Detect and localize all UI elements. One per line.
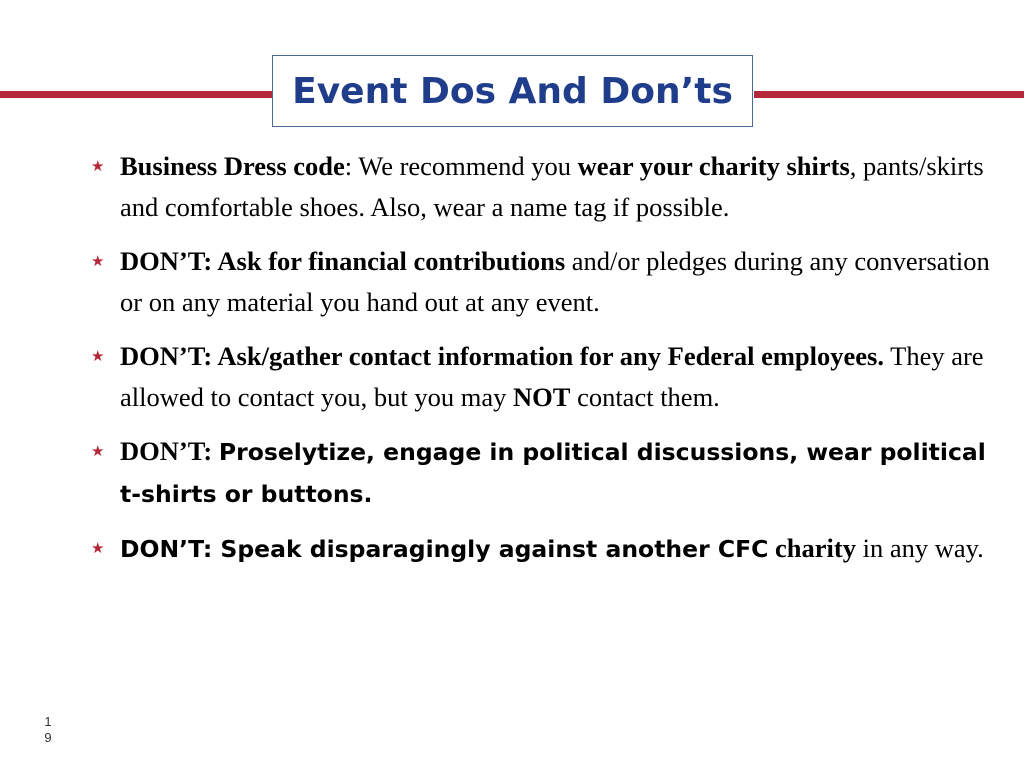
bullet-emphasis: Ask for financial contributions bbox=[217, 246, 566, 276]
title-box bbox=[272, 55, 753, 127]
bullet-list bbox=[88, 146, 998, 583]
bullet-prefix: DON’T: bbox=[120, 341, 218, 371]
bullet-text: They are allowed to contact you, but you may bbox=[120, 341, 984, 412]
star-icon: ★ bbox=[91, 539, 105, 557]
bullet-emphasis: Speak disparagingly against another CFC bbox=[220, 535, 769, 563]
bullet-no-contributions bbox=[88, 241, 998, 323]
bullet-emphasis: charity bbox=[775, 533, 856, 563]
bullet-text: contact them. bbox=[570, 382, 720, 412]
bullet-no-disparaging bbox=[88, 528, 998, 570]
bullet-text: : We recommend you bbox=[344, 151, 578, 181]
bullet-emphasis: NOT bbox=[513, 382, 571, 412]
bullet-dress-code bbox=[88, 146, 998, 228]
bullet-prefix: DON’T: bbox=[120, 535, 221, 563]
page-number-digit: 9 bbox=[44, 730, 52, 745]
bullet-no-contact-info bbox=[88, 336, 998, 418]
bullet-text: and/or pledges during any conversation or on any material you hand out at any event. bbox=[120, 246, 990, 317]
star-icon: ★ bbox=[91, 442, 105, 460]
page-number-digit: 1 bbox=[44, 714, 52, 729]
bullet-label: Business Dress code bbox=[120, 151, 345, 181]
bullet-prefix: DON’T: bbox=[120, 436, 219, 466]
bullet-no-politics bbox=[88, 431, 998, 515]
bullet-text: , pants/skirts and comfortable shoes. Also, wear a name tag if possible. bbox=[120, 151, 984, 222]
star-icon: ★ bbox=[91, 347, 105, 365]
bullet-prefix: DON’T: bbox=[120, 246, 218, 276]
header-rule-right bbox=[754, 91, 1024, 98]
slide-title: Event Dos And Don’ts bbox=[292, 70, 733, 112]
page-number bbox=[42, 714, 54, 746]
header-rule-left bbox=[0, 91, 274, 98]
bullet-emphasis: wear your charity shirts bbox=[577, 151, 850, 181]
star-icon: ★ bbox=[91, 157, 105, 175]
star-icon: ★ bbox=[91, 252, 105, 270]
bullet-emphasis: Proselytize, engage in political discussions, wear political t-shirts or buttons. bbox=[120, 438, 986, 508]
bullet-text: in any way. bbox=[856, 533, 984, 563]
bullet-emphasis: Ask/gather contact information for any Federal employees. bbox=[217, 341, 884, 371]
